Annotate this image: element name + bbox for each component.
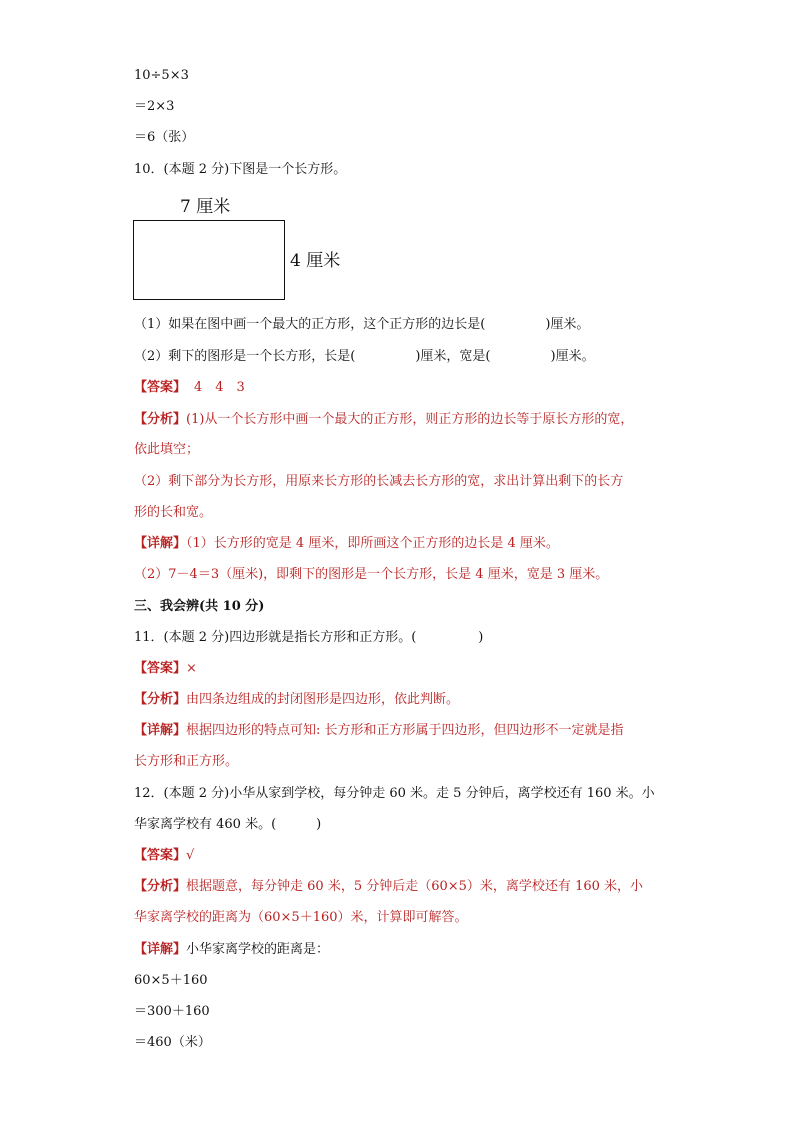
question-10-analysis — [134, 410, 633, 430]
detail-tag: 【详解】 — [134, 536, 187, 551]
detail-tag: 【详解】 — [134, 723, 187, 738]
analysis-text: (1)从一个长方形中画一个最大的正方形，则正方形的边长等于原长方形的宽， — [186, 412, 634, 427]
calc-line: ＝300＋160 — [134, 1004, 210, 1019]
calc-line: ＝2×3 — [134, 99, 175, 114]
question-12-stem: 12．(本题 2 分)小华从家到学校，每分钟走 60 米。走 5 分钟后，离学校还有 160 米。小 — [134, 786, 655, 801]
sub1-text: （1）如果在图中画一个最大的正方形，这个正方形的边长是( — [134, 317, 486, 332]
question-12-detail — [134, 940, 329, 960]
rectangle-figure — [133, 220, 285, 300]
sub1-text-end: )厘米。 — [545, 317, 590, 332]
analysis-text: 依此填空； — [134, 442, 200, 457]
answer-value: √ — [186, 848, 195, 863]
question-10-detail — [134, 534, 559, 554]
question-12-stem-cont — [134, 815, 321, 835]
stem-text-end: ) — [316, 817, 322, 832]
question-10-stem: 10．(本题 2 分)下图是一个长方形。 — [134, 162, 347, 177]
rectangle-length-label: 7 厘米 — [180, 197, 231, 217]
detail-text: 根据四边形的特点可知: 长方形和正方形属于四边形，但四边形不一定就是指 — [186, 723, 624, 738]
detail-text: （2）7－4＝3（厘米)，即剩下的图形是一个长方形，长是 4 厘米，宽是 3 厘米。 — [134, 567, 609, 582]
calc-line: 10÷5×3 — [134, 68, 189, 83]
detail-text: （1）长方形的宽是 4 厘米，即所画这个正方形的边长是 4 厘米。 — [186, 536, 559, 551]
stem-text-end: ) — [478, 630, 484, 645]
answer-tag: 【答案】 — [134, 661, 187, 676]
answer-value: 4 4 3 — [194, 380, 245, 395]
stem-text: 11．(本题 2 分)四边形就是指长方形和正方形。( — [134, 630, 417, 645]
analysis-text: 形的长和宽。 — [134, 505, 213, 520]
sub2-text: （2）剩下的图形是一个长方形，长是( — [134, 349, 356, 364]
question-10-answer — [134, 378, 245, 398]
analysis-tag: 【分析】 — [134, 412, 187, 427]
question-10-sub1 — [134, 315, 589, 335]
analysis-text: 由四条边组成的封闭图形是四边形，依此判断。 — [186, 692, 460, 707]
question-12-answer — [134, 846, 194, 866]
question-10-sub2 — [134, 347, 595, 367]
answer-tag: 【答案】 — [134, 848, 187, 863]
detail-text: 长方形和正方形。 — [134, 754, 239, 769]
question-11-stem — [134, 628, 483, 648]
detail-text: 小华家离学校的距离是： — [186, 942, 330, 957]
answer-tag: 【答案】 — [134, 380, 187, 395]
analysis-text: 华家离学校的距离为（60×5＋160）米，计算即可解答。 — [134, 910, 468, 925]
section-title: 三、我会辨(共 10 分) — [134, 599, 265, 614]
analysis-text: 根据题意，每分钟走 60 米，5 分钟后走（60×5）米，离学校还有 160 米，小 — [186, 879, 644, 894]
question-11-analysis — [134, 690, 459, 710]
stem-text: 华家离学校有 460 米。( — [134, 817, 277, 832]
question-11-detail — [134, 721, 624, 741]
calc-line: ＝460（米） — [134, 1035, 211, 1050]
question-12-analysis — [134, 877, 643, 897]
analysis-tag: 【分析】 — [134, 692, 187, 707]
calc-line: 60×5＋160 — [134, 973, 208, 988]
sub2-text-mid: )厘米，宽是( — [415, 349, 491, 364]
calc-line: ＝6（张） — [134, 130, 195, 145]
question-11-answer — [134, 659, 197, 679]
detail-tag: 【详解】 — [134, 942, 187, 957]
sub2-text-end: )厘米。 — [550, 349, 595, 364]
answer-value: × — [186, 661, 197, 676]
analysis-tag: 【分析】 — [134, 879, 187, 894]
rectangle-width-label: 4 厘米 — [290, 251, 341, 271]
analysis-text: （2）剩下部分为长方形，用原来长方形的长减去长方形的宽，求出计算出剩下的长方 — [134, 474, 624, 489]
